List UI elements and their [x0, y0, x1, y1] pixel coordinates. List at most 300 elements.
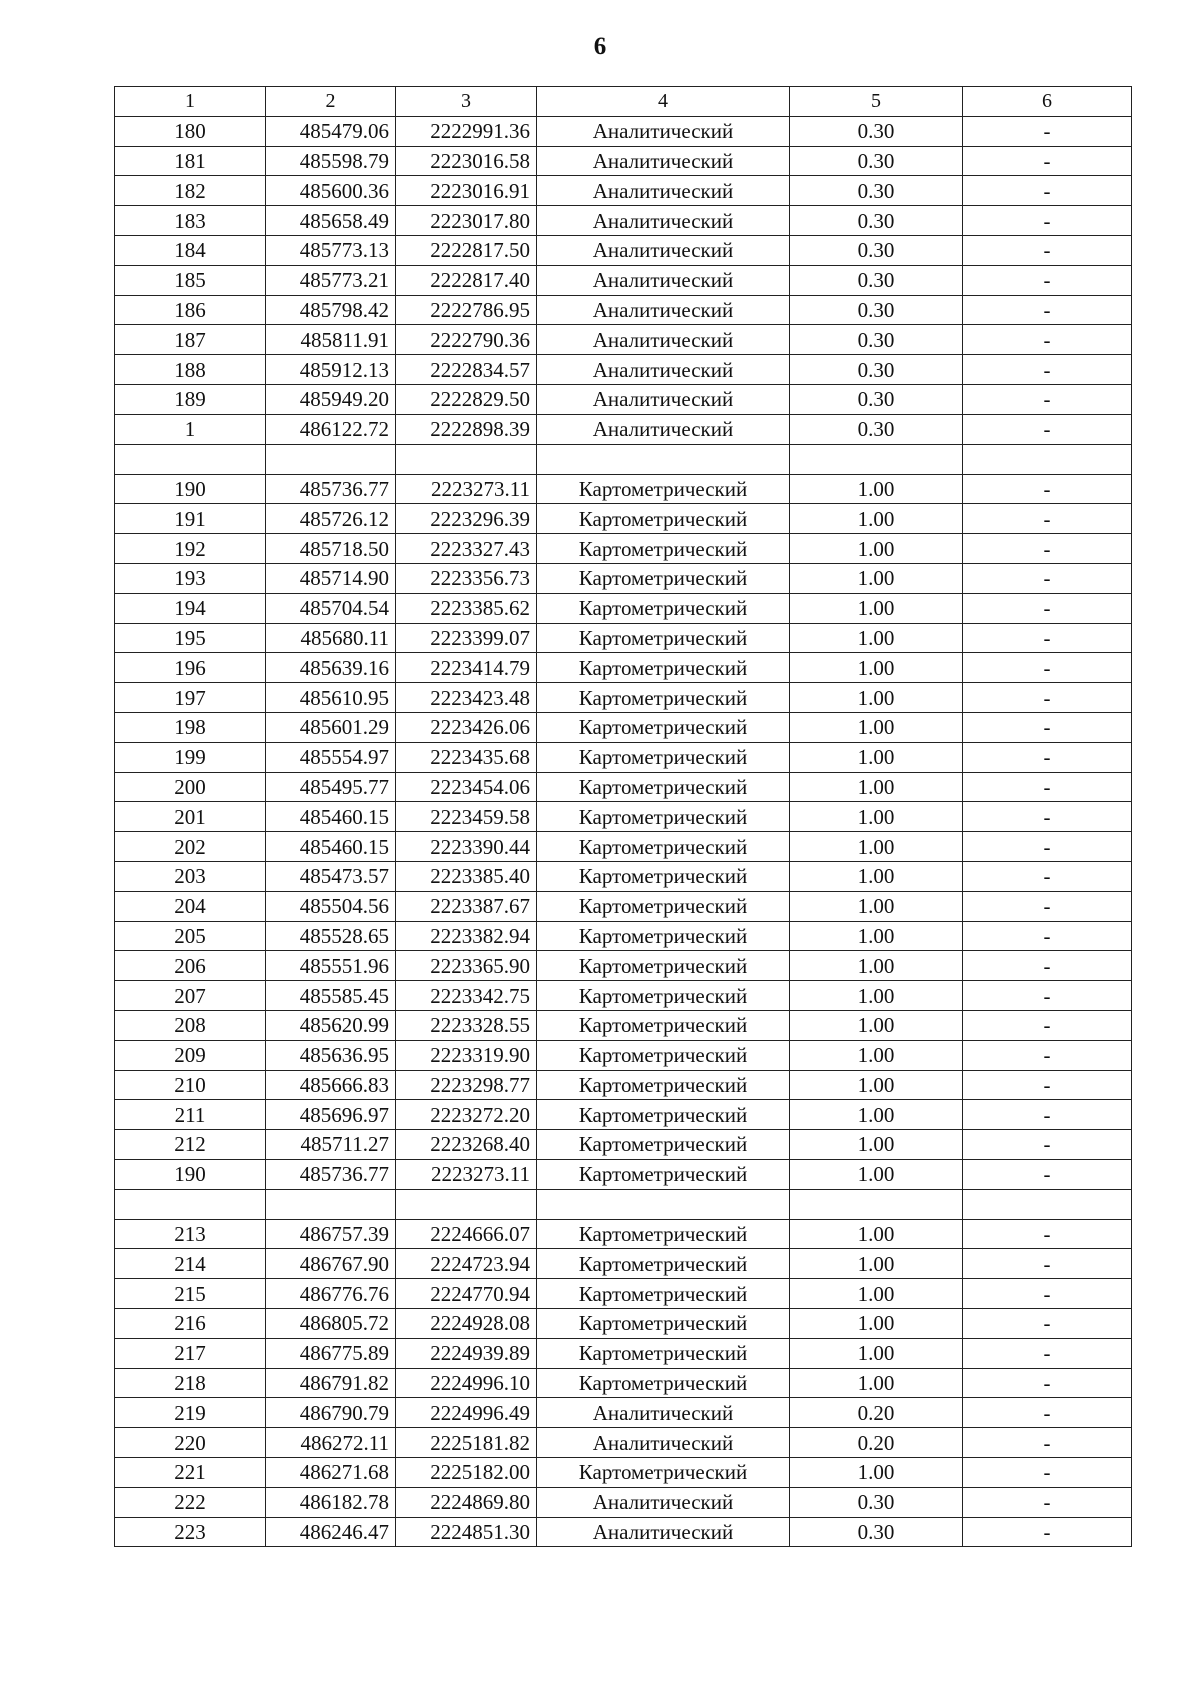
table-row	[115, 1040, 1132, 1070]
method-cell	[537, 1189, 790, 1219]
y-coordinate-cell: 2223273.11	[396, 1159, 537, 1189]
table-row	[115, 832, 1132, 862]
accuracy-cell: 1.00	[790, 1368, 963, 1398]
x-coordinate-cell: 485598.79	[266, 146, 396, 176]
method-cell: Картометрический	[537, 921, 790, 951]
y-coordinate-cell: 2224869.80	[396, 1487, 537, 1517]
method-cell	[537, 444, 790, 474]
note-cell: -	[963, 1219, 1132, 1249]
method-cell: Картометрический	[537, 1279, 790, 1309]
accuracy-cell: 0.30	[790, 146, 963, 176]
table-row	[115, 593, 1132, 623]
accuracy-cell: 1.00	[790, 1130, 963, 1160]
note-cell: -	[963, 1368, 1132, 1398]
table-row	[115, 325, 1132, 355]
table-row	[115, 1368, 1132, 1398]
x-coordinate-cell: 485636.95	[266, 1040, 396, 1070]
method-cell: Картометрический	[537, 1458, 790, 1488]
accuracy-cell: 0.30	[790, 295, 963, 325]
note-cell: -	[963, 146, 1132, 176]
table-row	[115, 1249, 1132, 1279]
accuracy-cell: 1.00	[790, 712, 963, 742]
note-cell: -	[963, 653, 1132, 683]
accuracy-cell: 1.00	[790, 593, 963, 623]
note-cell: -	[963, 1159, 1132, 1189]
accuracy-cell: 1.00	[790, 1070, 963, 1100]
accuracy-cell: 1.00	[790, 832, 963, 862]
method-cell: Аналитический	[537, 1398, 790, 1428]
table-row	[115, 683, 1132, 713]
header-col-1: 1	[115, 87, 266, 117]
note-cell: -	[963, 534, 1132, 564]
table-row	[115, 772, 1132, 802]
method-cell: Картометрический	[537, 1130, 790, 1160]
note-cell	[963, 444, 1132, 474]
accuracy-cell	[790, 1189, 963, 1219]
y-coordinate-cell: 2223296.39	[396, 504, 537, 534]
point-number-cell: 211	[115, 1100, 266, 1130]
accuracy-cell: 1.00	[790, 1100, 963, 1130]
y-coordinate-cell: 2222817.50	[396, 235, 537, 265]
point-number-cell: 193	[115, 563, 266, 593]
x-coordinate-cell: 485704.54	[266, 593, 396, 623]
accuracy-cell: 1.00	[790, 1279, 963, 1309]
point-number-cell: 181	[115, 146, 266, 176]
note-cell: -	[963, 1249, 1132, 1279]
table-separator-row	[115, 1189, 1132, 1219]
y-coordinate-cell: 2223423.48	[396, 683, 537, 713]
x-coordinate-cell: 485610.95	[266, 683, 396, 713]
note-cell: -	[963, 265, 1132, 295]
method-cell: Аналитический	[537, 355, 790, 385]
table-row	[115, 1159, 1132, 1189]
point-number-cell: 198	[115, 712, 266, 742]
point-number-cell: 200	[115, 772, 266, 802]
table-separator-row	[115, 444, 1132, 474]
y-coordinate-cell: 2224996.10	[396, 1368, 537, 1398]
y-coordinate-cell: 2223342.75	[396, 981, 537, 1011]
method-cell: Аналитический	[537, 146, 790, 176]
point-number-cell: 205	[115, 921, 266, 951]
y-coordinate-cell: 2223426.06	[396, 712, 537, 742]
point-number-cell	[115, 1189, 266, 1219]
point-number-cell: 192	[115, 534, 266, 564]
method-cell: Картометрический	[537, 563, 790, 593]
x-coordinate-cell: 486767.90	[266, 1249, 396, 1279]
y-coordinate-cell: 2223365.90	[396, 951, 537, 981]
x-coordinate-cell: 485696.97	[266, 1100, 396, 1130]
method-cell: Картометрический	[537, 802, 790, 832]
x-coordinate-cell: 486775.89	[266, 1338, 396, 1368]
point-number-cell: 1	[115, 414, 266, 444]
y-coordinate-cell: 2224723.94	[396, 1249, 537, 1279]
accuracy-cell: 1.00	[790, 1040, 963, 1070]
point-number-cell: 189	[115, 384, 266, 414]
accuracy-cell: 0.30	[790, 1487, 963, 1517]
table-row	[115, 1100, 1132, 1130]
method-cell: Аналитический	[537, 325, 790, 355]
accuracy-cell	[790, 444, 963, 474]
y-coordinate-cell: 2223016.58	[396, 146, 537, 176]
x-coordinate-cell: 485718.50	[266, 534, 396, 564]
y-coordinate-cell: 2223414.79	[396, 653, 537, 683]
method-cell: Картометрический	[537, 474, 790, 504]
point-number-cell: 188	[115, 355, 266, 385]
table-row	[115, 1458, 1132, 1488]
point-number-cell	[115, 444, 266, 474]
method-cell: Аналитический	[537, 414, 790, 444]
note-cell: -	[963, 504, 1132, 534]
note-cell: -	[963, 683, 1132, 713]
point-number-cell: 213	[115, 1219, 266, 1249]
table-body	[115, 116, 1132, 1547]
y-coordinate-cell: 2223385.40	[396, 861, 537, 891]
method-cell: Картометрический	[537, 951, 790, 981]
y-coordinate-cell: 2223382.94	[396, 921, 537, 951]
table-row	[115, 1010, 1132, 1040]
point-number-cell: 215	[115, 1279, 266, 1309]
accuracy-cell: 0.30	[790, 414, 963, 444]
x-coordinate-cell: 485680.11	[266, 623, 396, 653]
method-cell: Аналитический	[537, 295, 790, 325]
accuracy-cell: 1.00	[790, 802, 963, 832]
x-coordinate-cell: 485554.97	[266, 742, 396, 772]
x-coordinate-cell: 486776.76	[266, 1279, 396, 1309]
table-row	[115, 1517, 1132, 1547]
method-cell: Картометрический	[537, 1010, 790, 1040]
accuracy-cell: 1.00	[790, 891, 963, 921]
method-cell: Картометрический	[537, 742, 790, 772]
table-row	[115, 1219, 1132, 1249]
point-number-cell: 182	[115, 176, 266, 206]
point-number-cell: 180	[115, 116, 266, 146]
y-coordinate-cell	[396, 444, 537, 474]
x-coordinate-cell: 485601.29	[266, 712, 396, 742]
accuracy-cell: 0.30	[790, 265, 963, 295]
accuracy-cell: 1.00	[790, 861, 963, 891]
x-coordinate-cell	[266, 444, 396, 474]
accuracy-cell: 1.00	[790, 563, 963, 593]
y-coordinate-cell: 2223385.62	[396, 593, 537, 623]
table-row	[115, 891, 1132, 921]
point-number-cell: 214	[115, 1249, 266, 1279]
method-cell: Картометрический	[537, 1159, 790, 1189]
note-cell: -	[963, 1070, 1132, 1100]
method-cell: Картометрический	[537, 772, 790, 802]
point-number-cell: 199	[115, 742, 266, 772]
table-row	[115, 504, 1132, 534]
note-cell: -	[963, 832, 1132, 862]
note-cell: -	[963, 1040, 1132, 1070]
point-number-cell: 209	[115, 1040, 266, 1070]
method-cell: Аналитический	[537, 116, 790, 146]
point-number-cell: 186	[115, 295, 266, 325]
table-row	[115, 861, 1132, 891]
table-row	[115, 712, 1132, 742]
y-coordinate-cell: 2223017.80	[396, 206, 537, 236]
accuracy-cell: 0.30	[790, 176, 963, 206]
x-coordinate-cell: 485620.99	[266, 1010, 396, 1040]
method-cell: Картометрический	[537, 1309, 790, 1339]
point-number-cell: 223	[115, 1517, 266, 1547]
note-cell: -	[963, 474, 1132, 504]
table-row	[115, 653, 1132, 683]
y-coordinate-cell: 2223454.06	[396, 772, 537, 802]
note-cell: -	[963, 176, 1132, 206]
accuracy-cell: 0.30	[790, 1517, 963, 1547]
y-coordinate-cell	[396, 1189, 537, 1219]
note-cell	[963, 1189, 1132, 1219]
note-cell: -	[963, 1458, 1132, 1488]
table-row	[115, 742, 1132, 772]
method-cell: Картометрический	[537, 891, 790, 921]
x-coordinate-cell: 486805.72	[266, 1309, 396, 1339]
table-row	[115, 1398, 1132, 1428]
header-col-6: 6	[963, 87, 1132, 117]
x-coordinate-cell: 485479.06	[266, 116, 396, 146]
note-cell: -	[963, 891, 1132, 921]
accuracy-cell: 0.30	[790, 355, 963, 385]
x-coordinate-cell: 485639.16	[266, 653, 396, 683]
x-coordinate-cell: 485798.42	[266, 295, 396, 325]
point-number-cell: 203	[115, 861, 266, 891]
point-number-cell: 218	[115, 1368, 266, 1398]
x-coordinate-cell: 485726.12	[266, 504, 396, 534]
accuracy-cell: 1.00	[790, 1010, 963, 1040]
x-coordinate-cell: 485714.90	[266, 563, 396, 593]
table-row	[115, 802, 1132, 832]
y-coordinate-cell: 2223016.91	[396, 176, 537, 206]
point-number-cell: 183	[115, 206, 266, 236]
y-coordinate-cell: 2223387.67	[396, 891, 537, 921]
y-coordinate-cell: 2223273.11	[396, 474, 537, 504]
accuracy-cell: 1.00	[790, 951, 963, 981]
x-coordinate-cell: 485495.77	[266, 772, 396, 802]
note-cell: -	[963, 414, 1132, 444]
x-coordinate-cell: 485736.77	[266, 1159, 396, 1189]
accuracy-cell: 0.20	[790, 1398, 963, 1428]
y-coordinate-cell: 2223356.73	[396, 563, 537, 593]
point-number-cell: 185	[115, 265, 266, 295]
point-number-cell: 222	[115, 1487, 266, 1517]
method-cell: Аналитический	[537, 384, 790, 414]
point-number-cell: 195	[115, 623, 266, 653]
note-cell: -	[963, 1428, 1132, 1458]
method-cell: Картометрический	[537, 593, 790, 623]
table-row	[115, 1070, 1132, 1100]
x-coordinate-cell: 486271.68	[266, 1458, 396, 1488]
accuracy-cell: 1.00	[790, 1219, 963, 1249]
table-row	[115, 176, 1132, 206]
table-row	[115, 981, 1132, 1011]
x-coordinate-cell: 485585.45	[266, 981, 396, 1011]
accuracy-cell: 0.30	[790, 116, 963, 146]
table-row	[115, 1487, 1132, 1517]
x-coordinate-cell: 485949.20	[266, 384, 396, 414]
x-coordinate-cell: 485711.27	[266, 1130, 396, 1160]
point-number-cell: 202	[115, 832, 266, 862]
point-number-cell: 190	[115, 1159, 266, 1189]
table-row	[115, 1130, 1132, 1160]
y-coordinate-cell: 2223399.07	[396, 623, 537, 653]
x-coordinate-cell: 485811.91	[266, 325, 396, 355]
point-number-cell: 212	[115, 1130, 266, 1160]
y-coordinate-cell: 2224939.89	[396, 1338, 537, 1368]
note-cell: -	[963, 1487, 1132, 1517]
method-cell: Картометрический	[537, 1368, 790, 1398]
point-number-cell: 207	[115, 981, 266, 1011]
accuracy-cell: 1.00	[790, 683, 963, 713]
x-coordinate-cell: 485658.49	[266, 206, 396, 236]
method-cell: Аналитический	[537, 1487, 790, 1517]
y-coordinate-cell: 2224666.07	[396, 1219, 537, 1249]
x-coordinate-cell: 486791.82	[266, 1368, 396, 1398]
point-number-cell: 219	[115, 1398, 266, 1428]
x-coordinate-cell: 485600.36	[266, 176, 396, 206]
method-cell: Аналитический	[537, 1428, 790, 1458]
y-coordinate-cell: 2223298.77	[396, 1070, 537, 1100]
note-cell: -	[963, 116, 1132, 146]
table-row	[115, 265, 1132, 295]
accuracy-cell: 1.00	[790, 1159, 963, 1189]
note-cell: -	[963, 235, 1132, 265]
y-coordinate-cell: 2223328.55	[396, 1010, 537, 1040]
x-coordinate-cell: 485912.13	[266, 355, 396, 385]
method-cell: Картометрический	[537, 683, 790, 713]
point-number-cell: 220	[115, 1428, 266, 1458]
point-number-cell: 194	[115, 593, 266, 623]
accuracy-cell: 1.00	[790, 772, 963, 802]
method-cell: Аналитический	[537, 1517, 790, 1547]
table-row	[115, 384, 1132, 414]
x-coordinate-cell: 485473.57	[266, 861, 396, 891]
accuracy-cell: 0.30	[790, 384, 963, 414]
method-cell: Картометрический	[537, 623, 790, 653]
table-row	[115, 1279, 1132, 1309]
table-row	[115, 235, 1132, 265]
note-cell: -	[963, 563, 1132, 593]
table-row	[115, 1428, 1132, 1458]
y-coordinate-cell: 2224996.49	[396, 1398, 537, 1428]
header-row	[115, 87, 1132, 117]
coordinates-table	[114, 86, 1132, 1547]
table-row	[115, 116, 1132, 146]
method-cell: Картометрический	[537, 1070, 790, 1100]
table-row	[115, 1309, 1132, 1339]
table-row	[115, 623, 1132, 653]
x-coordinate-cell: 485666.83	[266, 1070, 396, 1100]
y-coordinate-cell: 2224928.08	[396, 1309, 537, 1339]
method-cell: Картометрический	[537, 861, 790, 891]
x-coordinate-cell: 486790.79	[266, 1398, 396, 1428]
accuracy-cell: 1.00	[790, 1338, 963, 1368]
x-coordinate-cell	[266, 1189, 396, 1219]
x-coordinate-cell: 486246.47	[266, 1517, 396, 1547]
point-number-cell: 208	[115, 1010, 266, 1040]
y-coordinate-cell: 2224770.94	[396, 1279, 537, 1309]
table-row	[115, 295, 1132, 325]
point-number-cell: 201	[115, 802, 266, 832]
table-row	[115, 355, 1132, 385]
y-coordinate-cell: 2222834.57	[396, 355, 537, 385]
point-number-cell: 216	[115, 1309, 266, 1339]
y-coordinate-cell: 2223435.68	[396, 742, 537, 772]
y-coordinate-cell: 2223272.20	[396, 1100, 537, 1130]
table-row	[115, 1338, 1132, 1368]
header-col-3: 3	[396, 87, 537, 117]
x-coordinate-cell: 486757.39	[266, 1219, 396, 1249]
y-coordinate-cell: 2223390.44	[396, 832, 537, 862]
note-cell: -	[963, 802, 1132, 832]
y-coordinate-cell: 2222829.50	[396, 384, 537, 414]
method-cell: Картометрический	[537, 1040, 790, 1070]
accuracy-cell: 0.20	[790, 1428, 963, 1458]
table-row	[115, 951, 1132, 981]
method-cell: Картометрический	[537, 712, 790, 742]
note-cell: -	[963, 742, 1132, 772]
note-cell: -	[963, 295, 1132, 325]
table-row	[115, 474, 1132, 504]
note-cell: -	[963, 355, 1132, 385]
y-coordinate-cell: 2224851.30	[396, 1517, 537, 1547]
method-cell: Аналитический	[537, 206, 790, 236]
table-header	[115, 87, 1132, 117]
y-coordinate-cell: 2222991.36	[396, 116, 537, 146]
method-cell: Картометрический	[537, 1338, 790, 1368]
accuracy-cell: 0.30	[790, 206, 963, 236]
y-coordinate-cell: 2222790.36	[396, 325, 537, 355]
note-cell: -	[963, 981, 1132, 1011]
method-cell: Картометрический	[537, 504, 790, 534]
y-coordinate-cell: 2223268.40	[396, 1130, 537, 1160]
note-cell: -	[963, 772, 1132, 802]
point-number-cell: 197	[115, 683, 266, 713]
note-cell: -	[963, 712, 1132, 742]
note-cell: -	[963, 921, 1132, 951]
table-row	[115, 534, 1132, 564]
accuracy-cell: 1.00	[790, 623, 963, 653]
accuracy-cell: 1.00	[790, 1458, 963, 1488]
accuracy-cell: 1.00	[790, 1249, 963, 1279]
accuracy-cell: 1.00	[790, 653, 963, 683]
x-coordinate-cell: 486272.11	[266, 1428, 396, 1458]
method-cell: Аналитический	[537, 235, 790, 265]
accuracy-cell: 1.00	[790, 534, 963, 564]
x-coordinate-cell: 485460.15	[266, 802, 396, 832]
note-cell: -	[963, 1309, 1132, 1339]
note-cell: -	[963, 861, 1132, 891]
x-coordinate-cell: 486122.72	[266, 414, 396, 444]
x-coordinate-cell: 485773.13	[266, 235, 396, 265]
header-col-4: 4	[537, 87, 790, 117]
note-cell: -	[963, 384, 1132, 414]
accuracy-cell: 0.30	[790, 235, 963, 265]
accuracy-cell: 0.30	[790, 325, 963, 355]
x-coordinate-cell: 486182.78	[266, 1487, 396, 1517]
point-number-cell: 190	[115, 474, 266, 504]
method-cell: Картометрический	[537, 832, 790, 862]
x-coordinate-cell: 485460.15	[266, 832, 396, 862]
header-col-5: 5	[790, 87, 963, 117]
y-coordinate-cell: 2225182.00	[396, 1458, 537, 1488]
point-number-cell: 184	[115, 235, 266, 265]
y-coordinate-cell: 2225181.82	[396, 1428, 537, 1458]
note-cell: -	[963, 1517, 1132, 1547]
accuracy-cell: 1.00	[790, 921, 963, 951]
point-number-cell: 206	[115, 951, 266, 981]
method-cell: Аналитический	[537, 265, 790, 295]
accuracy-cell: 1.00	[790, 474, 963, 504]
